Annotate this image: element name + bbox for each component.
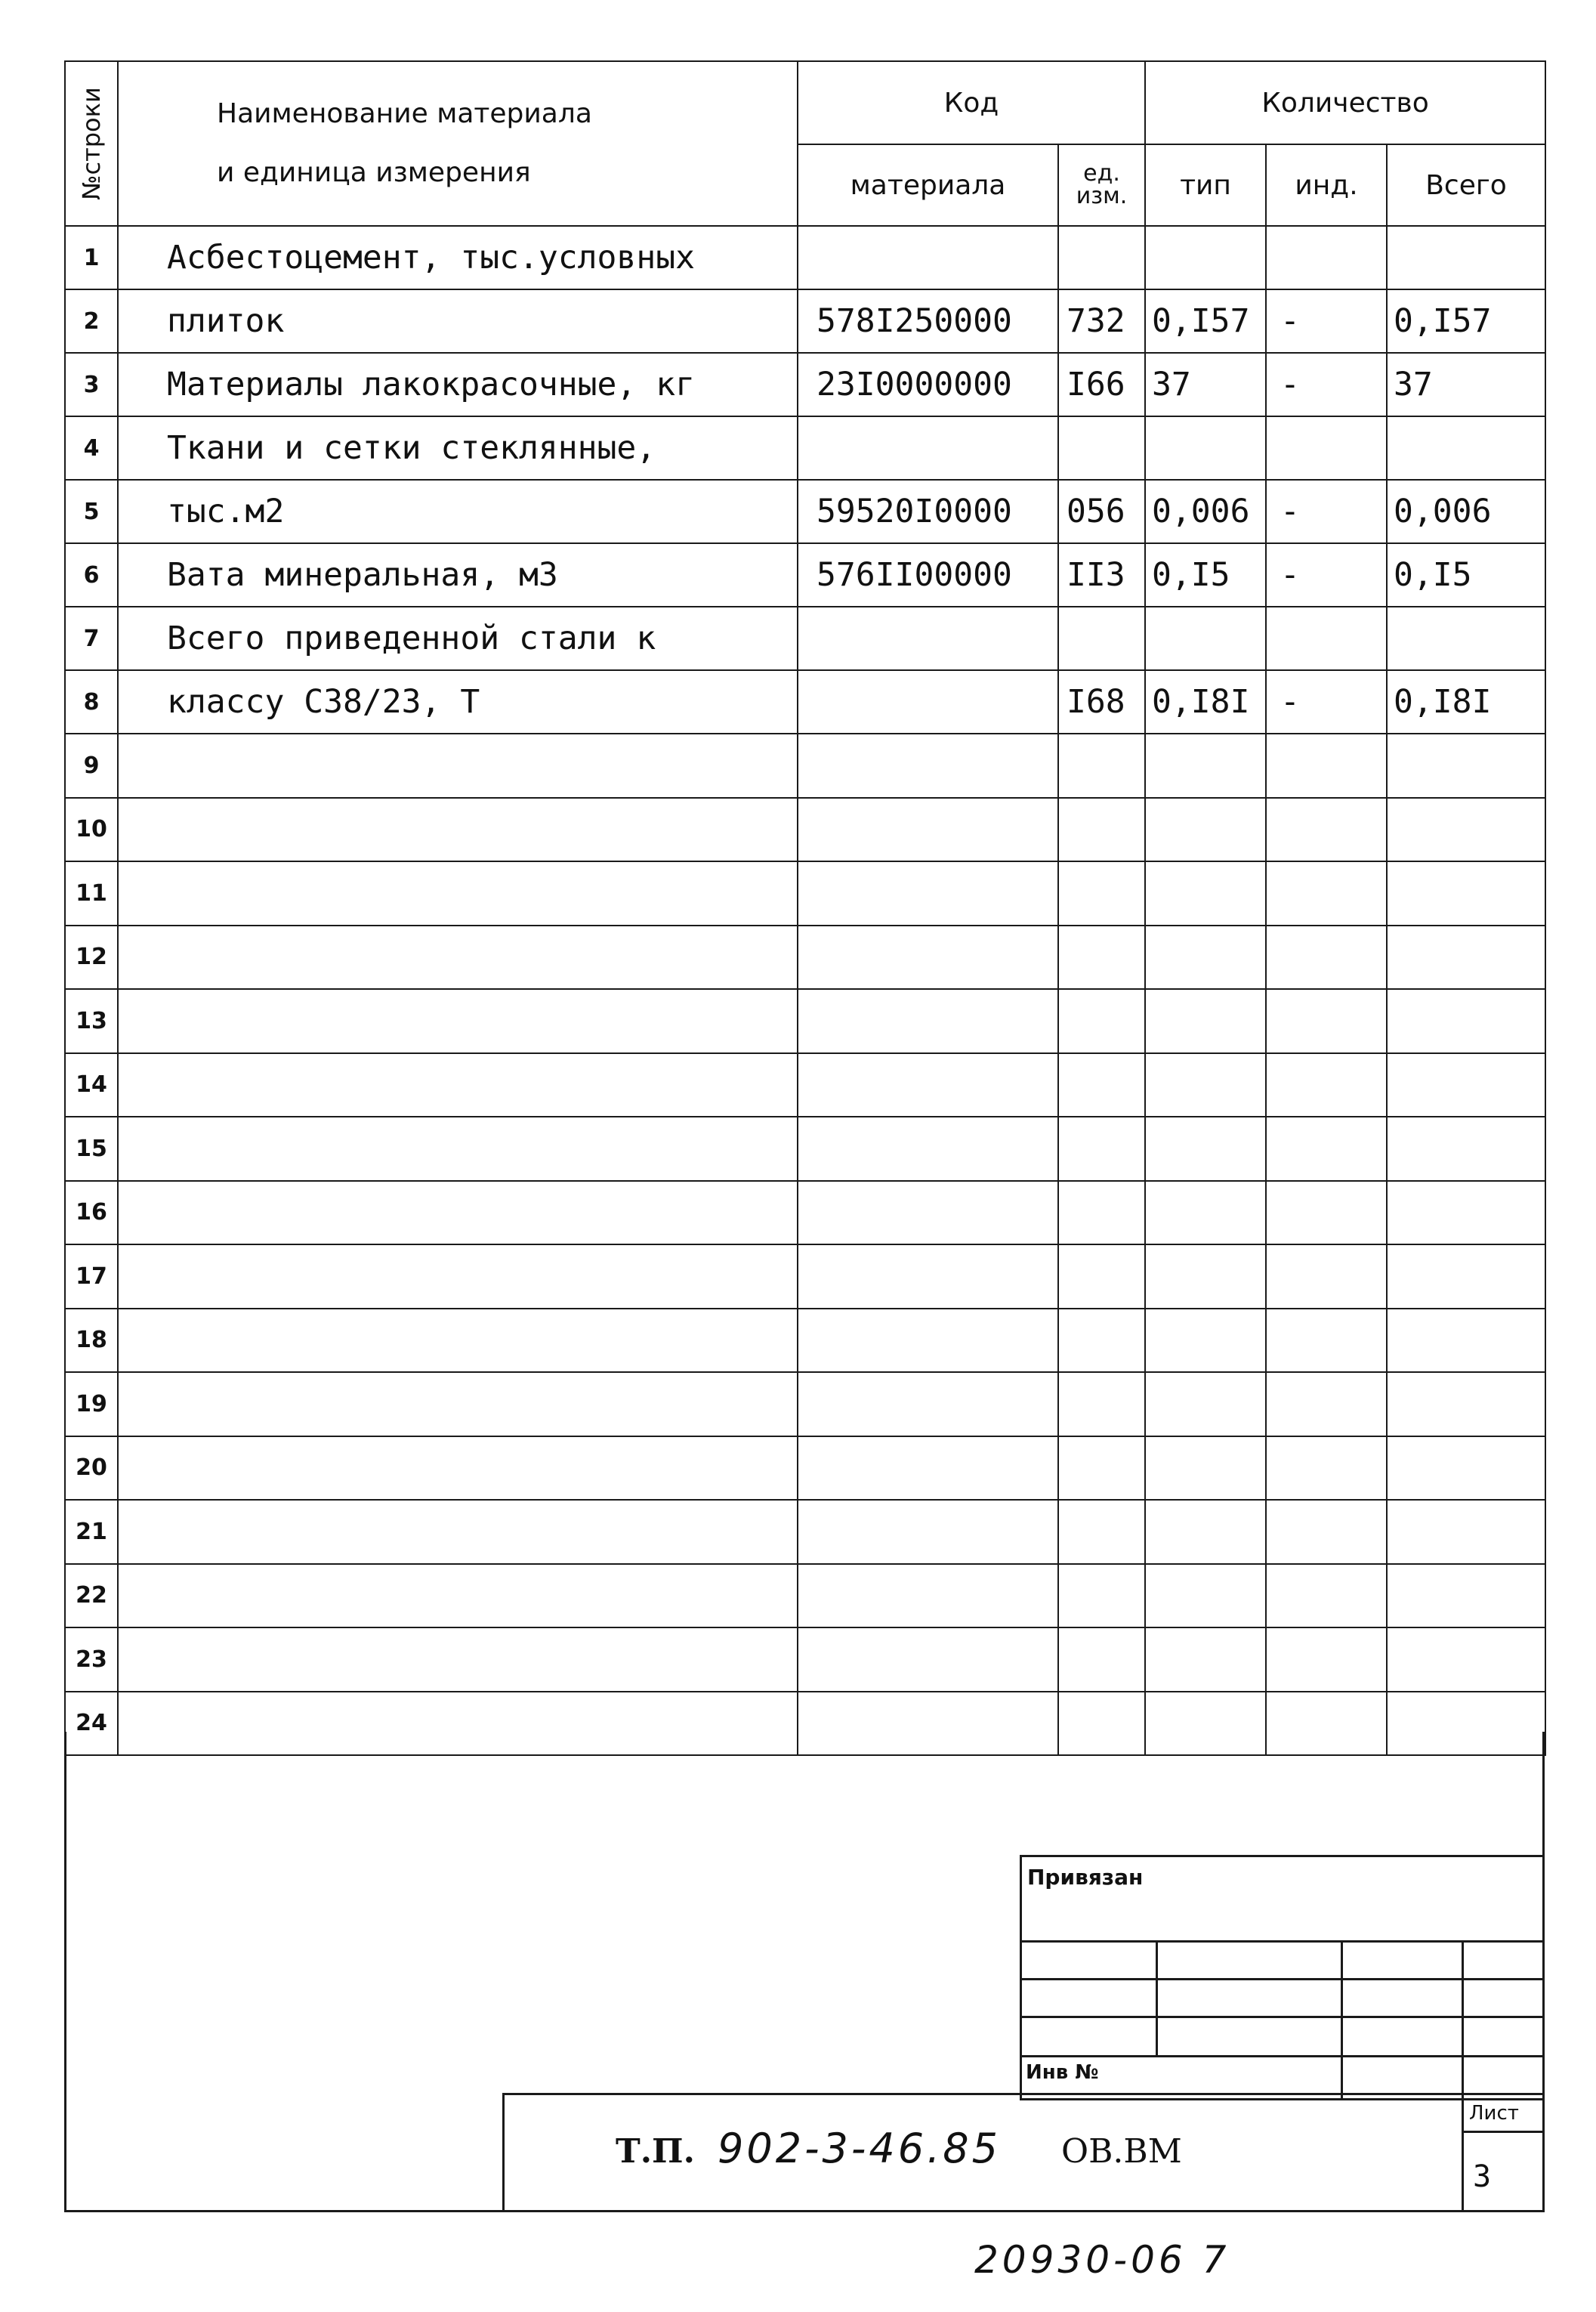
quantity-type-cell xyxy=(1145,1053,1266,1117)
quantity-type-cell xyxy=(1145,989,1266,1053)
row-number-cell: 18 xyxy=(65,1309,118,1373)
material-code-cell: 576II00000 xyxy=(798,543,1058,607)
material-name-cell xyxy=(118,1181,798,1245)
material-name-cell xyxy=(118,989,798,1053)
quantity-ind-cell xyxy=(1266,1244,1387,1309)
row-number-cell: 4 xyxy=(65,416,118,480)
quantity-ind-cell xyxy=(1266,1117,1387,1181)
table-row xyxy=(65,1500,1545,1564)
quantity-total-cell xyxy=(1387,926,1545,990)
quantity-ind-cell xyxy=(1266,1627,1387,1692)
privyazan-hline-1 xyxy=(1020,1940,1545,1943)
quantity-ind-cell xyxy=(1266,861,1387,926)
material-code-cell xyxy=(798,416,1058,480)
material-name-cell xyxy=(118,1627,798,1692)
material-code-cell xyxy=(798,1309,1058,1373)
quantity-ind-cell xyxy=(1266,989,1387,1053)
table-row xyxy=(65,670,1545,734)
quantity-total-cell xyxy=(1387,1564,1545,1628)
material-name-cell xyxy=(118,1436,798,1501)
quantity-total-cell xyxy=(1387,607,1545,670)
material-name-cell: Вата минеральная, м3 xyxy=(118,543,798,607)
quantity-ind-cell: - xyxy=(1266,543,1387,607)
table-row xyxy=(65,1436,1545,1501)
quantity-ind-cell xyxy=(1266,1181,1387,1245)
material-name-header-line1: Наименование материала xyxy=(217,98,592,129)
privyazan-hline-3 xyxy=(1020,2016,1545,2018)
unit-code-cell xyxy=(1058,1053,1145,1117)
unit-code-cell xyxy=(1058,226,1145,289)
materials-table-body xyxy=(65,226,1545,1755)
quantity-ind-cell: - xyxy=(1266,353,1387,416)
material-name-cell: Материалы лакокрасочные, кг xyxy=(118,353,798,416)
quantity-ind-cell xyxy=(1266,226,1387,289)
row-number-cell: 3 xyxy=(65,353,118,416)
material-code-cell xyxy=(798,1181,1058,1245)
quantity-type-cell xyxy=(1145,1244,1266,1309)
table-row xyxy=(65,1244,1545,1309)
quantity-total-cell xyxy=(1387,1053,1545,1117)
unit-code-cell xyxy=(1058,861,1145,926)
quantity-type-cell xyxy=(1145,416,1266,480)
quantity-type-cell xyxy=(1145,734,1266,798)
material-name-cell xyxy=(118,1053,798,1117)
row-number-cell: 16 xyxy=(65,1181,118,1245)
material-code-cell xyxy=(798,607,1058,670)
material-code-cell xyxy=(798,861,1058,926)
material-name-header-line2: и единица измерения xyxy=(217,157,531,188)
quantity-type-cell: 0,I8I xyxy=(1145,670,1266,734)
code-unit-header: ед. изм. xyxy=(1058,144,1145,226)
material-code-cell xyxy=(798,1053,1058,1117)
quantity-ind-cell xyxy=(1266,1372,1387,1436)
unit-code-cell xyxy=(1058,1436,1145,1501)
material-name-cell: тыс.м2 xyxy=(118,480,798,543)
row-number-cell: 23 xyxy=(65,1627,118,1692)
table-row xyxy=(65,543,1545,607)
privyazan-vline-3 xyxy=(1462,1940,1464,2100)
row-number-cell: 10 xyxy=(65,798,118,862)
table-row xyxy=(65,289,1545,353)
table-row xyxy=(65,1627,1545,1692)
quantity-ind-cell xyxy=(1266,798,1387,862)
material-name-cell: Асбестоцемент, тыс.условных xyxy=(118,226,798,289)
material-code-cell: 23I0000000 xyxy=(798,353,1058,416)
table-row xyxy=(65,416,1545,480)
document-prefix: Т.П. xyxy=(616,2132,695,2171)
row-number-cell: 8 xyxy=(65,670,118,734)
quantity-ind-cell: - xyxy=(1266,289,1387,353)
inventory-number-label: Инв № xyxy=(1026,2061,1099,2084)
unit-code-cell xyxy=(1058,926,1145,990)
row-number-cell: 5 xyxy=(65,480,118,543)
quantity-type-cell xyxy=(1145,926,1266,990)
quantity-total-cell: 0,006 xyxy=(1387,480,1545,543)
quantity-total-cell xyxy=(1387,861,1545,926)
quantity-total-cell xyxy=(1387,1436,1545,1501)
document-number: 902-3-46.85 xyxy=(718,2125,1001,2172)
document-mark: ОВ.ВМ xyxy=(1061,2132,1182,2171)
privyazan-label: Привязан xyxy=(1027,1865,1144,1890)
material-code-cell xyxy=(798,1564,1058,1628)
quantity-type-cell xyxy=(1145,226,1266,289)
row-number-cell: 22 xyxy=(65,1564,118,1628)
material-code-cell xyxy=(798,1244,1058,1309)
quantity-group-header: Количество xyxy=(1145,61,1545,144)
quantity-total-cell xyxy=(1387,734,1545,798)
code-material-header: материала xyxy=(798,144,1058,226)
unit-code-cell xyxy=(1058,1627,1145,1692)
table-row xyxy=(65,353,1545,416)
material-name-cell xyxy=(118,1500,798,1564)
unit-code-cell xyxy=(1058,1564,1145,1628)
material-name-cell xyxy=(118,1244,798,1309)
table-row xyxy=(65,798,1545,862)
row-number-cell: 14 xyxy=(65,1053,118,1117)
material-name-cell xyxy=(118,1564,798,1628)
quantity-total-cell: 0,I8I xyxy=(1387,670,1545,734)
quantity-type-cell xyxy=(1145,798,1266,862)
privyazan-vline-1 xyxy=(1156,1940,1158,2055)
sheet-label: Лист xyxy=(1469,2102,1519,2125)
unit-code-cell xyxy=(1058,798,1145,862)
table-row xyxy=(65,861,1545,926)
quantity-ind-cell: - xyxy=(1266,480,1387,543)
material-code-cell xyxy=(798,1627,1058,1692)
quantity-total-cell xyxy=(1387,1309,1545,1373)
row-number-cell: 9 xyxy=(65,734,118,798)
quantity-type-cell xyxy=(1145,607,1266,670)
table-row xyxy=(65,734,1545,798)
quantity-total-cell xyxy=(1387,1627,1545,1692)
table-row xyxy=(65,226,1545,289)
quantity-type-cell xyxy=(1145,1181,1266,1245)
quantity-ind-cell xyxy=(1266,1500,1387,1564)
table-row xyxy=(65,1053,1545,1117)
quantity-type-cell: 0,I57 xyxy=(1145,289,1266,353)
quantity-ind-cell: - xyxy=(1266,670,1387,734)
quantity-type-cell xyxy=(1145,1564,1266,1628)
row-number-cell: 2 xyxy=(65,289,118,353)
unit-code-cell: II3 xyxy=(1058,543,1145,607)
table-row xyxy=(65,1117,1545,1181)
quantity-type-cell: 0,I5 xyxy=(1145,543,1266,607)
row-number-cell: 24 xyxy=(65,1692,118,1756)
sheet-label-divider xyxy=(1462,2131,1545,2133)
row-number-cell: 13 xyxy=(65,989,118,1053)
quantity-type-header: тип xyxy=(1145,144,1266,226)
quantity-total-cell xyxy=(1387,416,1545,480)
unit-code-cell xyxy=(1058,607,1145,670)
material-code-cell xyxy=(798,734,1058,798)
row-number-cell: 1 xyxy=(65,226,118,289)
quantity-total-cell xyxy=(1387,1244,1545,1309)
material-name-cell xyxy=(118,1117,798,1181)
material-code-cell xyxy=(798,1372,1058,1436)
table-row xyxy=(65,1181,1545,1245)
quantity-type-cell xyxy=(1145,1500,1266,1564)
quantity-ind-cell xyxy=(1266,416,1387,480)
table-row xyxy=(65,480,1545,543)
unit-code-cell xyxy=(1058,989,1145,1053)
material-name-header xyxy=(118,61,798,226)
table-row xyxy=(65,989,1545,1053)
unit-code-cell: I68 xyxy=(1058,670,1145,734)
quantity-ind-cell xyxy=(1266,734,1387,798)
quantity-ind-header: инд. xyxy=(1266,144,1387,226)
material-name-cell xyxy=(118,734,798,798)
unit-code-cell xyxy=(1058,1309,1145,1373)
unit-code-cell xyxy=(1058,1244,1145,1309)
unit-code-cell: I66 xyxy=(1058,353,1145,416)
quantity-total-cell xyxy=(1387,226,1545,289)
table-row xyxy=(65,607,1545,670)
materials-table xyxy=(64,60,1546,1756)
row-number-cell: 15 xyxy=(65,1117,118,1181)
quantity-ind-cell xyxy=(1266,1309,1387,1373)
quantity-ind-cell xyxy=(1266,607,1387,670)
unit-code-cell xyxy=(1058,1117,1145,1181)
unit-code-cell xyxy=(1058,734,1145,798)
quantity-type-cell xyxy=(1145,861,1266,926)
unit-code-cell: 056 xyxy=(1058,480,1145,543)
table-row xyxy=(65,926,1545,990)
table-row xyxy=(65,1372,1545,1436)
material-name-cell: Всего приведенной стали к xyxy=(118,607,798,670)
row-number-cell: 7 xyxy=(65,607,118,670)
quantity-total-cell xyxy=(1387,1117,1545,1181)
material-name-cell xyxy=(118,926,798,990)
quantity-total-cell: 0,I57 xyxy=(1387,289,1545,353)
row-number-cell: 21 xyxy=(65,1500,118,1564)
material-code-cell xyxy=(798,1500,1058,1564)
quantity-total-cell: 0,I5 xyxy=(1387,543,1545,607)
quantity-type-cell xyxy=(1145,1309,1266,1373)
row-number-cell: 12 xyxy=(65,926,118,990)
unit-code-cell xyxy=(1058,1181,1145,1245)
material-name-cell: плиток xyxy=(118,289,798,353)
privyazan-vline-2 xyxy=(1341,1940,1343,2100)
quantity-type-cell: 37 xyxy=(1145,353,1266,416)
row-number-header xyxy=(65,61,118,226)
quantity-type-cell xyxy=(1145,1117,1266,1181)
material-code-cell xyxy=(798,1117,1058,1181)
unit-code-cell xyxy=(1058,1500,1145,1564)
unit-code-cell: 732 xyxy=(1058,289,1145,353)
material-name-cell xyxy=(118,798,798,862)
quantity-ind-cell xyxy=(1266,1053,1387,1117)
quantity-total-cell xyxy=(1387,1372,1545,1436)
material-code-cell xyxy=(798,989,1058,1053)
material-code-cell xyxy=(798,926,1058,990)
sheet-number: 3 xyxy=(1473,2159,1492,2194)
material-code-cell xyxy=(798,1436,1058,1501)
quantity-total-cell xyxy=(1387,989,1545,1053)
material-name-cell: Ткани и сетки стеклянные, xyxy=(118,416,798,480)
privyazan-hline-2 xyxy=(1020,1978,1545,1980)
row-number-cell: 19 xyxy=(65,1372,118,1436)
quantity-total-header: Всего xyxy=(1387,144,1545,226)
unit-code-cell xyxy=(1058,416,1145,480)
quantity-type-cell: 0,006 xyxy=(1145,480,1266,543)
row-number-cell: 20 xyxy=(65,1436,118,1501)
row-number-cell: 17 xyxy=(65,1244,118,1309)
row-number-header-label: №строки xyxy=(77,87,106,200)
material-name-cell xyxy=(118,1309,798,1373)
quantity-total-cell xyxy=(1387,1500,1545,1564)
material-code-cell xyxy=(798,798,1058,862)
quantity-total-cell xyxy=(1387,1181,1545,1245)
row-number-cell: 11 xyxy=(65,861,118,926)
quantity-total-cell xyxy=(1387,798,1545,862)
quantity-type-cell xyxy=(1145,1436,1266,1501)
quantity-ind-cell xyxy=(1266,1436,1387,1501)
quantity-ind-cell xyxy=(1266,1564,1387,1628)
material-code-cell xyxy=(798,226,1058,289)
quantity-ind-cell xyxy=(1266,926,1387,990)
material-name-cell: классу С38/23, Т xyxy=(118,670,798,734)
privyazan-hline-4 xyxy=(1020,2055,1545,2057)
quantity-total-cell: 37 xyxy=(1387,353,1545,416)
table-row xyxy=(65,1309,1545,1373)
quantity-type-cell xyxy=(1145,1627,1266,1692)
material-code-cell: 59520I0000 xyxy=(798,480,1058,543)
footer-code: 20930-06 7 xyxy=(974,2238,1230,2282)
material-code-cell: 578I250000 xyxy=(798,289,1058,353)
code-group-header: Код xyxy=(798,61,1145,144)
title-block-divider xyxy=(1462,2093,1464,2212)
row-number-cell: 6 xyxy=(65,543,118,607)
material-name-cell xyxy=(118,1372,798,1436)
material-name-cell xyxy=(118,861,798,926)
quantity-type-cell xyxy=(1145,1372,1266,1436)
unit-code-cell xyxy=(1058,1372,1145,1436)
table-row xyxy=(65,1564,1545,1628)
material-code-cell xyxy=(798,670,1058,734)
